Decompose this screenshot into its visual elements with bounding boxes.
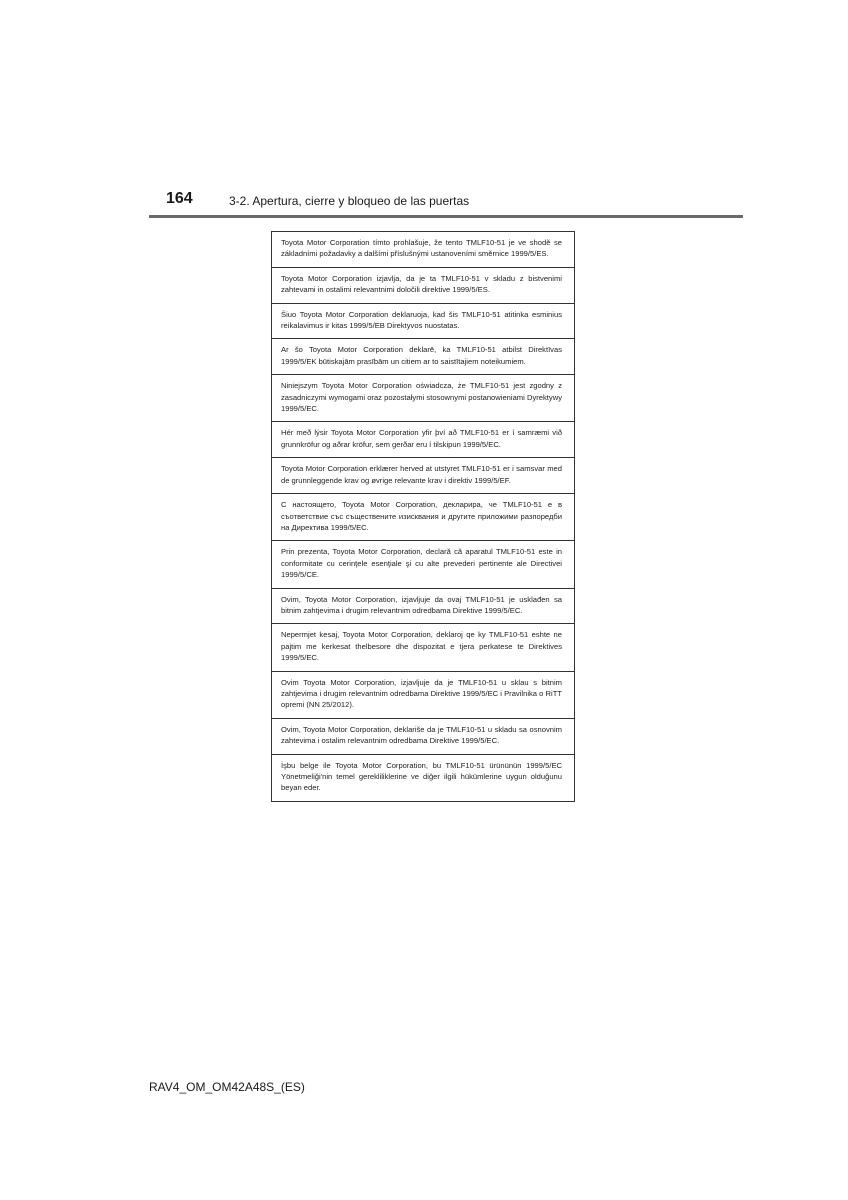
declaration-czech: Toyota Motor Corporation tímto prohlašuje, že tento TMLF10-51 je ve shodě se základními požadavky a dalšími příslušnými ustanoveními směrnice 1999/5/ES. xyxy=(272,232,575,268)
table-row xyxy=(272,375,575,422)
table-row xyxy=(272,339,575,375)
table-row xyxy=(272,458,575,494)
table-row xyxy=(272,422,575,458)
declaration-turkish: İşbu belge ile Toyota Motor Corporation, bu TMLF10-51 ürününün 1999/5/EC Yönetmeliği'nin temel gerekliliklerine ve diğer ilgili hükümlerine uygun olduğunu beyan eder. xyxy=(272,754,575,801)
table-row xyxy=(272,671,575,718)
table-row xyxy=(272,541,575,588)
declaration-serbian: Ovim, Toyota Motor Corporation, deklariše da je TMLF10-51 u skladu sa osnovnim zahtevima i ostalim relevantnim odredbama Direktive 1999/5/EC. xyxy=(272,718,575,754)
declaration-bulgarian: С настоящето, Toyota Motor Corporation, декларира, че TMLF10-51 е в съответствие със съществените изисквания и другите приложими разпоредби на Директива 1999/5/ЕС. xyxy=(272,494,575,541)
declaration-norwegian: Toyota Motor Corporation erklærer herved at utstyret TMLF10-51 er i samsvar med de grunnleggende krav og øvrige relevante krav i direktiv 1999/5/EF. xyxy=(272,458,575,494)
table-row xyxy=(272,494,575,541)
footer-document-code: RAV4_OM_OM42A48S_(ES) xyxy=(149,1080,305,1094)
declaration-polish: Niniejszym Toyota Motor Corporation oświadcza, że TMLF10-51 jest zgodny z zasadniczymi wymogami oraz pozostałymi stosownymi postanowieniami Dyrektywy 1999/5/EC. xyxy=(272,375,575,422)
declaration-latvian: Ar šo Toyota Motor Corporation deklarē, ka TMLF10-51 atbilst Direktīvas 1999/5/EK būtiskajām prasībām un citiem ar to saistītajiem noteikumiem. xyxy=(272,339,575,375)
table-row xyxy=(272,718,575,754)
declaration-bosnian: Ovim, Toyota Motor Corporation, izjavljuje da ovaj TMLF10-51 je usklađen sa bitnim zahtjevima i drugim relevantnim odredbama Direktive 1999/5/EC. xyxy=(272,588,575,624)
table-row xyxy=(272,232,575,268)
declaration-romanian: Prin prezenta, Toyota Motor Corporation, declară că aparatul TMLF10-51 este in conformitate cu cerinţele esenţiale şi cu alte prevederi pertinente ale Directivei 1999/5/CE. xyxy=(272,541,575,588)
section-title: 3-2. Apertura, cierre y bloqueo de las puertas xyxy=(229,194,470,208)
declaration-croatian: Ovim Toyota Motor Corporation, izjavljuje da je TMLF10-51 u sklau s bitnim zahtjevima i drugim relevantnim odredbama Direktive 1999/5/EC i Pravilnika o RiTT opremi (NN 25/2012). xyxy=(272,671,575,718)
table-row xyxy=(272,588,575,624)
declaration-lithuanian: Šiuo Toyota Motor Corporation deklaruoja, kad šis TMLF10-51 atitinka esminius reikalavimus ir kitas 1999/5/EB Direktyvos nuostatas. xyxy=(272,303,575,339)
table-row xyxy=(272,267,575,303)
table-row xyxy=(272,624,575,671)
declaration-slovenian: Toyota Motor Corporation izjavlja, da je ta TMLF10-51 v skladu z bistvenimi zahtevami in ostalimi relevantnimi določili direktive 1999/5/ES. xyxy=(272,267,575,303)
table-row xyxy=(272,754,575,801)
page-number: 164 xyxy=(166,190,193,207)
header-rule xyxy=(149,215,743,218)
table-row xyxy=(272,303,575,339)
declaration-icelandic: Hér með lýsir Toyota Motor Corporation yfir því að TMLF10-51 er í samræmi við grunnkröfur og aðrar kröfur, sem gerðar eru í tilskipun 1999/5/EC. xyxy=(272,422,575,458)
declaration-albanian: Nepermjet kesaj, Toyota Motor Corporation, deklaroj qe ky TMLF10-51 eshte ne pajtim me kerkesat thelbesore dhe dispozitat e tjera perkatese te Direktives 1999/5/EC. xyxy=(272,624,575,671)
declarations-table xyxy=(271,231,575,802)
